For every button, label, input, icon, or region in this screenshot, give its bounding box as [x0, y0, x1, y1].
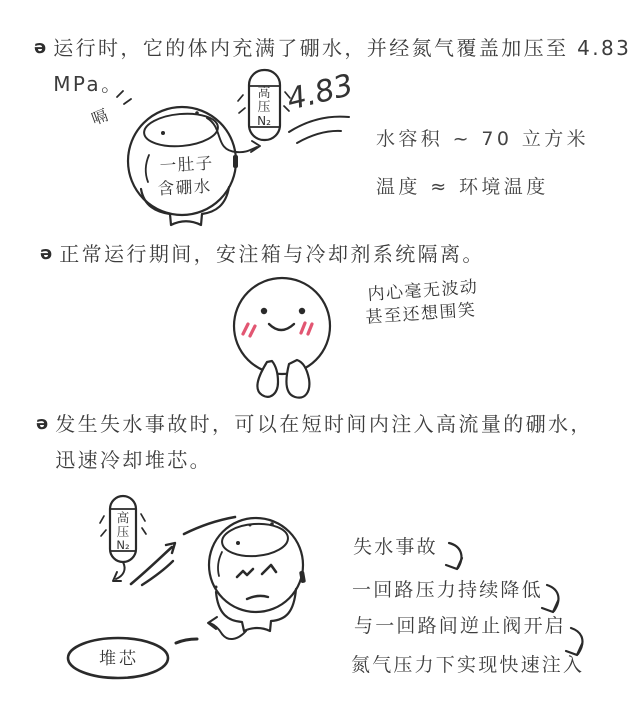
tank2-lid-ellipse: [221, 522, 289, 559]
calm-note-line2: 甚至还想围笑: [364, 300, 478, 328]
calm-note-line1: 内心毫无波动: [366, 277, 480, 305]
spec-temperature: 温度 ≈ 环境温度: [376, 176, 549, 198]
cylinder-tick: [142, 528, 146, 534]
swoosh-line: [289, 117, 349, 132]
pressure-value-text: 4.83: [283, 67, 357, 118]
tube-arrowhead-icon: [251, 141, 260, 152]
burp-tick: [124, 99, 131, 104]
injection-squiggle: [210, 623, 246, 639]
flow-swoosh-line: [184, 517, 235, 534]
tank-lid-ellipse: [143, 111, 220, 149]
bullet-marker: ə: [34, 37, 47, 58]
tank-valve-nub: [233, 155, 238, 168]
blush-stroke-left: [243, 324, 248, 334]
lid-dot: [161, 131, 165, 135]
loca-scene: [68, 496, 585, 678]
tank2-body-outline: [209, 518, 303, 612]
loca-step: 氮气压力下实现快速注入: [351, 654, 585, 676]
n2-small-label-1: 高: [116, 510, 130, 525]
lid-dot: [236, 541, 240, 545]
lid-dot: [270, 522, 274, 526]
cylinder-tick: [238, 95, 243, 101]
calm-scene: [234, 277, 479, 397]
n2-cylinder-label-2: 压: [257, 100, 271, 115]
swoosh-line: [297, 131, 341, 143]
blush-stroke-left: [250, 326, 255, 336]
flow-swoosh-line: [142, 561, 173, 585]
bullet-text-line: 正常运行期间，安注箱与冷却剂系统隔离。: [59, 242, 485, 266]
bullet-text-line: 运行时，它的体内充满了硼水，并经氮气覆盖加压至 4.83: [53, 36, 632, 60]
blush-stroke-right: [308, 324, 312, 334]
step-arrow-curve: [547, 585, 558, 611]
cylinder-outlet-arrow: [116, 562, 125, 579]
loca-step: 与一回路间逆止阀开启: [354, 615, 567, 637]
angry-brow-left: [237, 569, 253, 577]
tank2-shade-arc: [218, 552, 222, 576]
blob-leg-right: [287, 360, 310, 398]
n2-cylinder-label-3: N₂: [257, 114, 271, 128]
step-arrow-curve: [571, 628, 582, 654]
blob-smile: [269, 324, 294, 330]
burp-text: 嗝: [88, 105, 111, 129]
bullet-text-line: 发生失水事故时，可以在短时间内注入高流量的硼水，: [55, 412, 593, 436]
bullet-marker: ə: [36, 413, 49, 434]
n2-cylinder-label-1: 高: [257, 86, 271, 101]
lid-dot: [249, 524, 252, 527]
blob-leg-left: [257, 361, 278, 397]
frown-mouth: [247, 596, 268, 599]
tank-belly-label-line1: 一肚子: [159, 153, 215, 176]
cylinder-tick: [141, 514, 145, 521]
burp-tick: [117, 91, 123, 97]
angry-brow-right: [262, 565, 276, 574]
bullet-marker: ə: [40, 243, 53, 264]
lid-dot: [195, 111, 199, 115]
cheek-dot: [215, 586, 218, 589]
loca-step: 一回路压力持续降低: [352, 579, 543, 601]
blob-eye-left: [261, 308, 267, 314]
tank-belly-label-line2: 含硼水: [157, 176, 213, 199]
blush-stroke-right: [301, 323, 305, 333]
top-scene: [89, 68, 357, 225]
tank-shade-arc: [146, 155, 149, 182]
spec-volume: 水容积 ~ 70 立方米: [376, 128, 590, 150]
injection-dash: [176, 639, 197, 643]
cylinder-tick: [239, 108, 245, 113]
bullet-text-line: 迅速冷却堆芯。: [55, 448, 213, 472]
bullet-text-line: MPa。: [53, 72, 124, 96]
cylinder-tick: [101, 530, 106, 536]
n2-small-label-3: N₂: [116, 538, 130, 552]
blob-eye-right: [299, 308, 305, 314]
loca-step: 失水事故: [353, 536, 438, 558]
cylinder-tick: [100, 516, 104, 523]
core-label: 堆芯: [99, 649, 139, 669]
n2-small-label-2: 压: [116, 524, 130, 539]
